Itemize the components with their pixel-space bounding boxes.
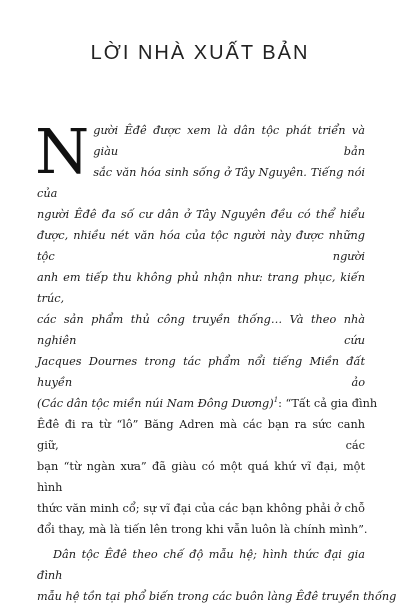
text-line: sắc văn hóa sinh sống ở Tây Nguyên. Tiếng nói của: [37, 166, 365, 200]
text-line: anh em tiếp thu không phủ nhận như: trang phục, kiến trúc,: [37, 271, 365, 305]
citation-text: (Các dân tộc miền núi Nam Đông Dương): [37, 397, 274, 410]
paragraph2-line: Dân tộc Êđê theo chế độ mẫu hệ; hình thức đại gia đình: [37, 548, 365, 582]
quote-line: bạn “từ ngàn xưa” đã giàu có một quá khứ vĩ đại, một hình: [37, 460, 365, 494]
text-line: người Êđê đa số cư dân ở Tây Nguyên đều có thể hiểu: [37, 208, 365, 221]
text-line: gười Êđê được xem là dân tộc phát triển và giàu bản: [93, 124, 365, 158]
text-line: các sản phẩm thủ công truyền thống… Và theo nhà nghiên cứu: [37, 313, 365, 347]
page-title: LỜI NHÀ XUẤT BẢN: [90, 42, 310, 64]
quote-start: : “Tất cả gia đình: [278, 397, 378, 410]
quote-line: đổi thay, mà là tiến lên trong khi vẫn luôn là chính mình”.: [37, 523, 368, 536]
drop-cap: N: [35, 115, 90, 188]
text-line: Jacques Dournes trong tác phẩm nổi tiếng Miền đất huyền ảo: [37, 355, 365, 389]
text-line: được, nhiều nét văn hóa của tộc người này được những tộc người: [37, 229, 365, 263]
paragraph2-line-cut: mẫu hệ tồn tại phổ biến trong các buôn làng Êđê truyền thống: [37, 590, 397, 603]
footnote-mark: 1: [273, 396, 279, 405]
quote-line: Êđê đi ra từ “lô” Băng Adren mà các bạn ra sức canh giữ, các: [37, 418, 365, 452]
body-text: [35, 115, 397, 603]
quote-line: thức văn minh cổ; sự vĩ đại của các bạn không phải ở chỗ: [37, 502, 365, 515]
text-line: [37, 393, 378, 414]
